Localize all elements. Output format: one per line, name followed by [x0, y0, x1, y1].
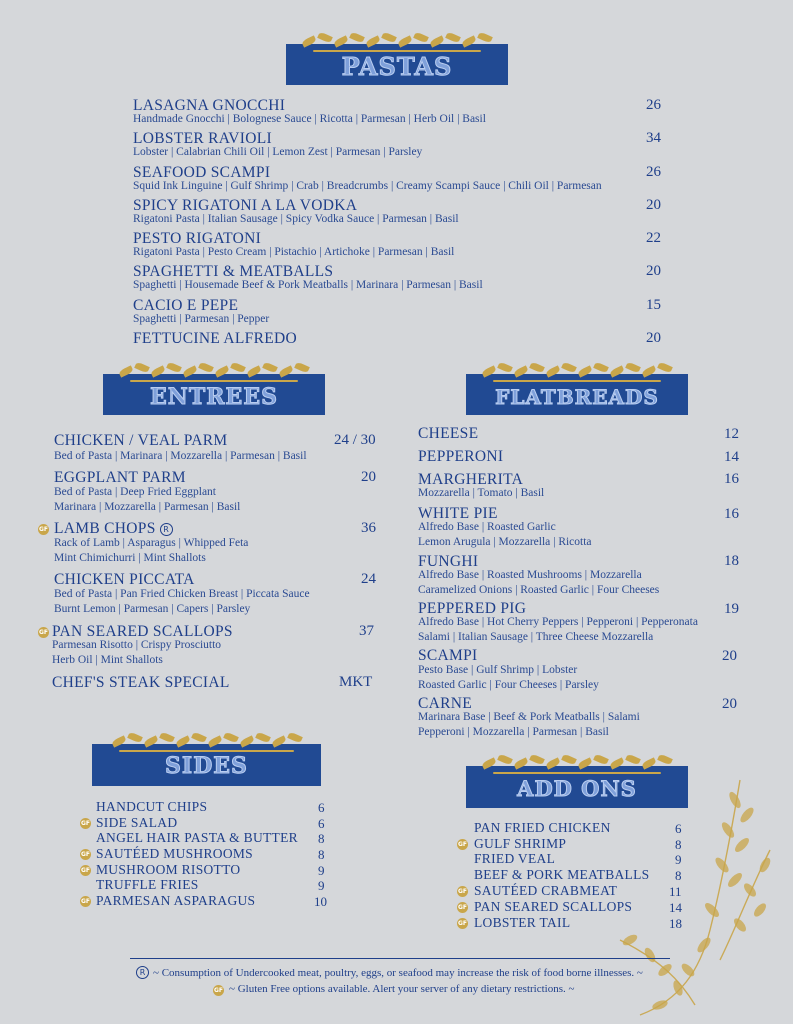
- addons-title: ADD ONS: [517, 776, 637, 801]
- menu-item-price: 14: [724, 449, 739, 465]
- menu-item-name: EGGPLANT PARM: [54, 469, 186, 486]
- side-item-price: 9: [318, 863, 325, 878]
- menu-item-name: [54, 520, 173, 538]
- addon-item-price: 9: [675, 852, 682, 867]
- menu-item-desc: Herb Oil | Mint Shallots: [52, 654, 163, 666]
- menu-item-desc: Handmade Gnocchi | Bolognese Sauce | Ricotta | Parmesan | Herb Oil | Basil: [133, 113, 486, 125]
- laurel-icon: [103, 362, 325, 384]
- menu-item-name: WHITE PIE: [418, 505, 498, 522]
- menu-item-name: SPICY RIGATONI A LA VODKA: [133, 197, 358, 214]
- menu-item-price: 26: [646, 97, 661, 113]
- pastas-banner: [286, 44, 508, 85]
- addon-item-price: 8: [675, 868, 682, 883]
- menu-item-desc: Rack of Lamb | Asparagus | Whipped Feta: [54, 537, 249, 549]
- addon-item-name: PAN SEARED SCALLOPS: [474, 899, 633, 914]
- menu-item-name: PEPPERED PIG: [418, 600, 527, 617]
- menu-item-desc: Spaghetti | Parmesan | Pepper: [133, 313, 270, 325]
- menu-item-price: 20: [722, 696, 737, 712]
- gf-icon: GF: [457, 888, 468, 895]
- gf-icon: GF: [457, 904, 468, 911]
- menu-item-price: 37: [359, 623, 374, 639]
- menu-item-name: CARNE: [418, 695, 473, 712]
- menu-item-price: 16: [724, 471, 739, 487]
- menu-item-name: SEAFOOD SCAMPI: [133, 164, 271, 181]
- side-item-name: SIDE SALAD: [96, 815, 178, 830]
- addon-item-price: 14: [669, 900, 682, 915]
- menu-item-price: 20: [361, 469, 376, 485]
- side-item-name: HANDCUT CHIPS: [96, 799, 208, 814]
- raw-warning-icon: R: [160, 523, 173, 536]
- footer-divider: [130, 958, 670, 959]
- menu-item-desc: Pepperoni | Mozzarella | Parmesan | Basil: [418, 726, 609, 738]
- raw-warning-text: ~ Consumption of Undercooked meat, poultry, eggs, or seafood may increase the risk of food borne illnesses. ~: [153, 967, 643, 979]
- entrees-title: ENTREES: [150, 384, 278, 410]
- menu-item-name: LASAGNA GNOCCHI: [133, 97, 286, 114]
- addon-item-name: BEEF & PORK MEATBALLS: [474, 867, 650, 882]
- menu-item-desc: Spaghetti | Housemade Beef & Pork Meatballs | Marinara | Parmesan | Basil: [133, 279, 483, 291]
- menu-item-price: 34: [646, 130, 661, 146]
- menu-item-price: 26: [646, 164, 661, 180]
- side-item-name: SAUTÉED MUSHROOMS: [96, 846, 253, 861]
- menu-item-desc: Alfredo Base | Roasted Mushrooms | Mozzarella: [418, 569, 642, 581]
- menu-item-name: CHICKEN / VEAL PARM: [54, 432, 228, 449]
- addon-item-name: LOBSTER TAIL: [474, 915, 571, 930]
- addon-item-name: PAN FRIED CHICKEN: [474, 820, 611, 835]
- addon-item-price: 18: [669, 916, 682, 931]
- addon-item-name: FRIED VEAL: [474, 851, 556, 866]
- menu-item-name: MARGHERITA: [418, 471, 524, 488]
- menu-item-price: 20: [722, 648, 737, 664]
- menu-item-desc: Lobster | Calabrian Chili Oil | Lemon Zest | Parmesan | Parsley: [133, 146, 423, 158]
- menu-item-price: 36: [361, 520, 376, 536]
- menu-item-name-text: LAMB CHOPS: [54, 520, 156, 537]
- laurel-icon: [466, 754, 688, 776]
- menu-item-price: 24 / 30: [334, 432, 376, 448]
- menu-item-desc: Bed of Pasta | Marinara | Mozzarella | Parmesan | Basil: [54, 450, 307, 462]
- menu-item-name: CHEESE: [418, 425, 479, 442]
- menu-item-price: 15: [646, 297, 661, 313]
- gf-note: ~ Gluten Free options available. Alert your server of any dietary restrictions. ~: [229, 983, 575, 995]
- menu-item-price: 18: [724, 553, 739, 569]
- menu-item-name: CHICKEN PICCATA: [54, 571, 195, 588]
- flatbreads-banner: [466, 374, 688, 415]
- gf-icon: GF: [457, 920, 468, 927]
- menu-item-name: FUNGHI: [418, 553, 479, 570]
- menu-item-price: 12: [724, 426, 739, 442]
- flatbreads-title: FLATBREADS: [495, 385, 659, 409]
- menu-item-desc: Mint Chimichurri | Mint Shallots: [54, 552, 206, 564]
- laurel-icon: [466, 362, 688, 384]
- menu-item-name: SCAMPI: [418, 647, 478, 664]
- side-item-price: 8: [318, 831, 325, 846]
- menu-item-desc: Alfredo Base | Hot Cherry Peppers | Pepperoni | Pepperonata: [418, 616, 698, 628]
- menu-item-desc: Salami | Italian Sausage | Three Cheese Mozzarella: [418, 631, 654, 643]
- side-item-price: 10: [314, 894, 327, 909]
- side-item-price: 9: [318, 878, 325, 893]
- menu-item-price: 20: [646, 197, 661, 213]
- menu-item-desc: Pesto Base | Gulf Shrimp | Lobster: [418, 664, 578, 676]
- menu-item-price: MKT: [339, 674, 373, 690]
- gf-icon: GF: [80, 820, 91, 827]
- menu-item-name: CACIO E PEPE: [133, 297, 239, 314]
- menu-item-desc: Bed of Pasta | Deep Fried Eggplant: [54, 486, 216, 498]
- menu-item-name: CHEF'S STEAK SPECIAL: [52, 674, 230, 691]
- gf-icon: GF: [213, 987, 224, 994]
- side-item-name: MUSHROOM RISOTTO: [96, 862, 241, 877]
- laurel-icon: [92, 732, 321, 754]
- gf-icon: GF: [80, 851, 91, 858]
- menu-item-desc: Alfredo Base | Roasted Garlic: [418, 521, 556, 533]
- gf-icon: GF: [38, 526, 49, 533]
- sides-banner: [92, 744, 321, 786]
- pastas-title: PASTAS: [341, 52, 453, 81]
- menu-item-price: 24: [361, 571, 376, 587]
- addon-item-price: 6: [675, 821, 682, 836]
- sides-title: SIDES: [165, 753, 248, 779]
- gf-icon: GF: [80, 867, 91, 874]
- addon-item-price: 8: [675, 837, 682, 852]
- side-item-name: PARMESAN ASPARAGUS: [96, 893, 256, 908]
- menu-item-desc: Mozzarella | Tomato | Basil: [418, 487, 545, 499]
- side-item-name: TRUFFLE FRIES: [96, 877, 199, 892]
- side-item-name: ANGEL HAIR PASTA & BUTTER: [96, 830, 298, 845]
- menu-item-desc: Marinara | Mozzarella | Parmesan | Basil: [54, 501, 241, 513]
- menu-item-desc: Bed of Pasta | Pan Fried Chicken Breast | Piccata Sauce: [54, 588, 310, 600]
- gf-icon: GF: [38, 629, 49, 636]
- addon-item-name: SAUTÉED CRABMEAT: [474, 883, 618, 898]
- menu-item-desc: Caramelized Onions | Roasted Garlic | Four Cheeses: [418, 584, 660, 596]
- laurel-icon: [286, 32, 508, 54]
- side-item-price: 8: [318, 847, 325, 862]
- raw-warning-note: [136, 966, 643, 979]
- menu-item-desc: Parmesan Risotto | Crispy Prosciutto: [52, 639, 222, 651]
- menu-item-price: 22: [646, 230, 661, 246]
- raw-warning-icon: R: [136, 966, 149, 979]
- gf-icon: GF: [80, 898, 91, 905]
- side-item-price: 6: [318, 816, 325, 831]
- menu-item-desc: Rigatoni Pasta | Pesto Cream | Pistachio | Artichoke | Parmesan | Basil: [133, 246, 455, 258]
- menu-item-price: 20: [646, 330, 661, 346]
- menu-item-desc: Rigatoni Pasta | Italian Sausage | Spicy Vodka Sauce | Parmesan | Basil: [133, 213, 459, 225]
- menu-item-desc: Lemon Arugula | Mozzarella | Ricotta: [418, 536, 592, 548]
- menu-item-price: 19: [724, 601, 739, 617]
- menu-item-name: LOBSTER RAVIOLI: [133, 130, 272, 147]
- addon-item-name: GULF SHRIMP: [474, 836, 567, 851]
- side-item-price: 6: [318, 800, 325, 815]
- gf-icon: GF: [457, 841, 468, 848]
- menu-item-price: 20: [646, 263, 661, 279]
- addon-item-price: 11: [669, 884, 682, 899]
- menu-item-name: FETTUCINE ALFREDO: [133, 330, 297, 347]
- menu-item-price: 16: [724, 506, 739, 522]
- menu-item-desc: Marinara Base | Beef & Pork Meatballs | Salami: [418, 711, 640, 723]
- menu-item-desc: Squid Ink Linguine | Gulf Shrimp | Crab | Breadcrumbs | Creamy Scampi Sauce | Chili Oil | Parmesan: [133, 180, 602, 192]
- menu-item-name: PEPPERONI: [418, 448, 504, 465]
- menu-item-desc: Burnt Lemon | Parmesan | Capers | Parsley: [54, 603, 251, 615]
- menu-item-desc: Roasted Garlic | Four Cheeses | Parsley: [418, 679, 599, 691]
- entrees-banner: [103, 374, 325, 415]
- addons-banner: [466, 766, 688, 808]
- menu-item-name: PAN SEARED SCALLOPS: [52, 623, 233, 640]
- menu-item-name: SPAGHETTI & MEATBALLS: [133, 263, 334, 280]
- menu-item-name: PESTO RIGATONI: [133, 230, 262, 247]
